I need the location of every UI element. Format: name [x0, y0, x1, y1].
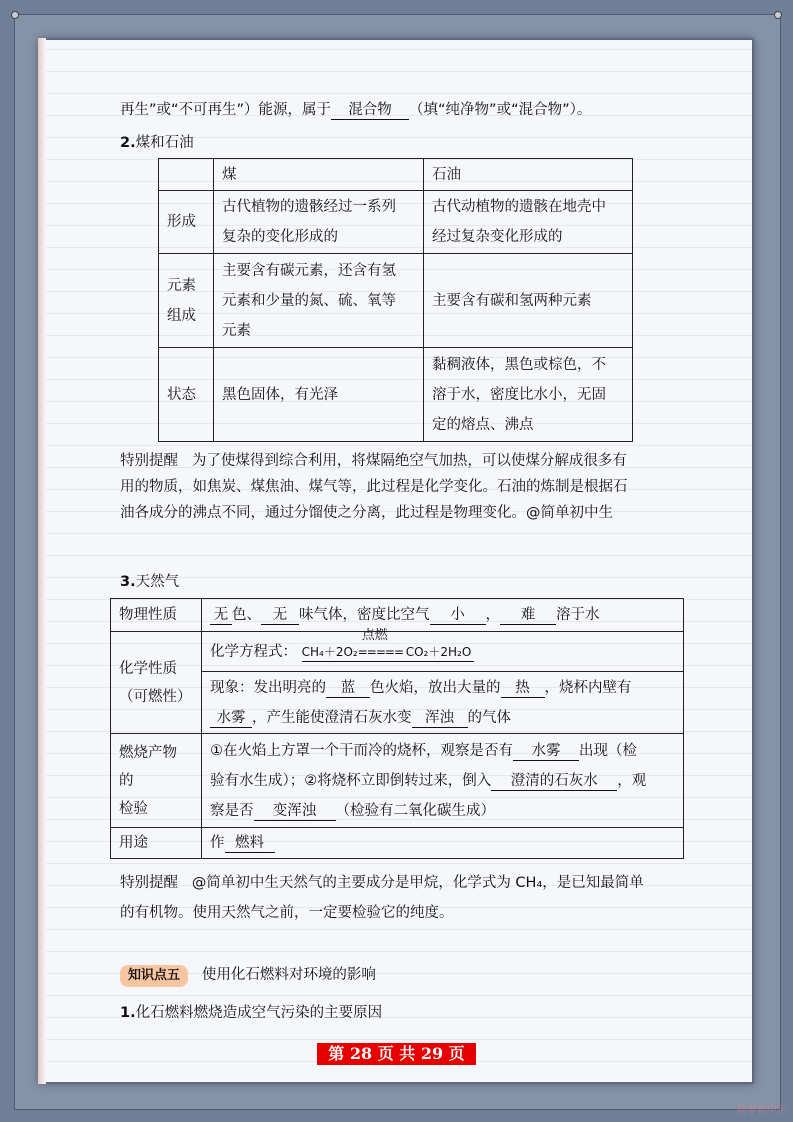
- row-label: 状态: [159, 348, 214, 442]
- oil-cell: 黏稠液体，黑色或棕色，不 溶于水，密度比水小，无固 定的熔点、沸点: [424, 348, 633, 442]
- section-heading-coal-oil: 2.煤和石油: [120, 135, 194, 151]
- sub-heading: 1.化石燃料燃烧造成空气污染的主要原因: [120, 1005, 383, 1021]
- row-label: 用途: [111, 828, 202, 859]
- row-label: 元素 组成: [159, 254, 214, 348]
- row-label: 物理性质: [111, 599, 202, 632]
- table-row: [111, 828, 684, 859]
- use-cell: 作 燃料: [202, 828, 684, 859]
- physical-cell: 无 色、 无 味气体，密度比空气 小 ， 难 溶于水: [202, 599, 684, 632]
- table-row: [159, 348, 633, 442]
- knowledge-point-tag: 知识点五: [120, 965, 188, 987]
- table-row: [159, 191, 633, 254]
- coal-oil-table: [158, 158, 633, 442]
- row-label: 形成: [159, 191, 214, 254]
- coal-cell: 主要含有碳元素，还含有氢 元素和少量的氮、硫、氧等 元素: [214, 254, 424, 348]
- knowledge-point-heading: 知识点五 使用化石燃料对环境的影响: [120, 965, 376, 987]
- intro-line: 再生”或“不可再生”）能源，属于 混合物 （填“纯净物”或“混合物”）。: [120, 102, 592, 118]
- reminder-paragraph: 特别提醒 为了使煤得到综合利用，将煤隔绝空气加热，可以使煤分解成很多有 用的物质，如焦炭、煤焦油、煤气等，此过程是化学变化。石油的炼制是根据石 油各成分的沸点不同，通过分馏使之分离，此过程是物理变化。@简单初中生: [120, 453, 628, 521]
- table-row: [111, 632, 684, 672]
- table-header-cell: 煤: [214, 159, 424, 191]
- phenomenon-cell: 现象：发出明亮的 蓝 色火焰，放出大量的 热 ，烧杯内壁有 水雾 ，产生能使澄清石灰水变 浑浊 的气体: [202, 672, 684, 734]
- table-header-cell: 石油: [424, 159, 633, 191]
- product-test-cell: ①在火焰上方罩一个干而冷的烧杯，观察是否有 水雾 出现（检 验有水生成）；②将烧杯立即倒转过来，倒入 澄清的石灰水 ，观 察是否 变浑浊 （检验有二氧化碳生成）: [202, 734, 684, 828]
- section-heading-gas: 3.天然气: [120, 574, 180, 590]
- row-label: 化学性质 （可燃性）: [111, 632, 202, 734]
- reminder-paragraph: 特别提醒 @简单初中生天然气的主要成分是甲烷，化学式为 CH₄，是已知最简单 的有机物。使用天然气之前，一定要检验它的纯度。: [120, 875, 644, 921]
- oil-cell: 主要含有碳和氢两种元素: [424, 254, 633, 348]
- oil-cell: 古代动植物的遗骸在地壳中 经过复杂变化形成的: [424, 191, 633, 254]
- coal-cell: 黑色固体，有光泽: [214, 348, 424, 442]
- page-number: 第 28 页 共 29 页: [317, 1043, 476, 1065]
- coal-cell: 古代植物的遗骸经过一系列 复杂的变化形成的: [214, 191, 424, 254]
- row-label: 燃烧产物 的 检验: [111, 734, 202, 828]
- watermark: 简单初中生: [737, 1105, 787, 1116]
- reaction-condition: 点燃: [361, 627, 388, 643]
- equation-cell: 化学方程式： CH₄＋2O₂ 点燃 ===== CO₂＋2H₂O: [202, 632, 684, 672]
- table-header-cell: [159, 159, 214, 191]
- table-row: [111, 599, 684, 632]
- table-header-row: [159, 159, 633, 191]
- natural-gas-table: [110, 598, 684, 859]
- reminder-label: 特别提醒: [120, 875, 178, 891]
- table-row: [159, 254, 633, 348]
- reminder-label: 特别提醒: [120, 453, 178, 469]
- answer-blank: 混合物: [331, 101, 409, 120]
- table-row: [111, 734, 684, 828]
